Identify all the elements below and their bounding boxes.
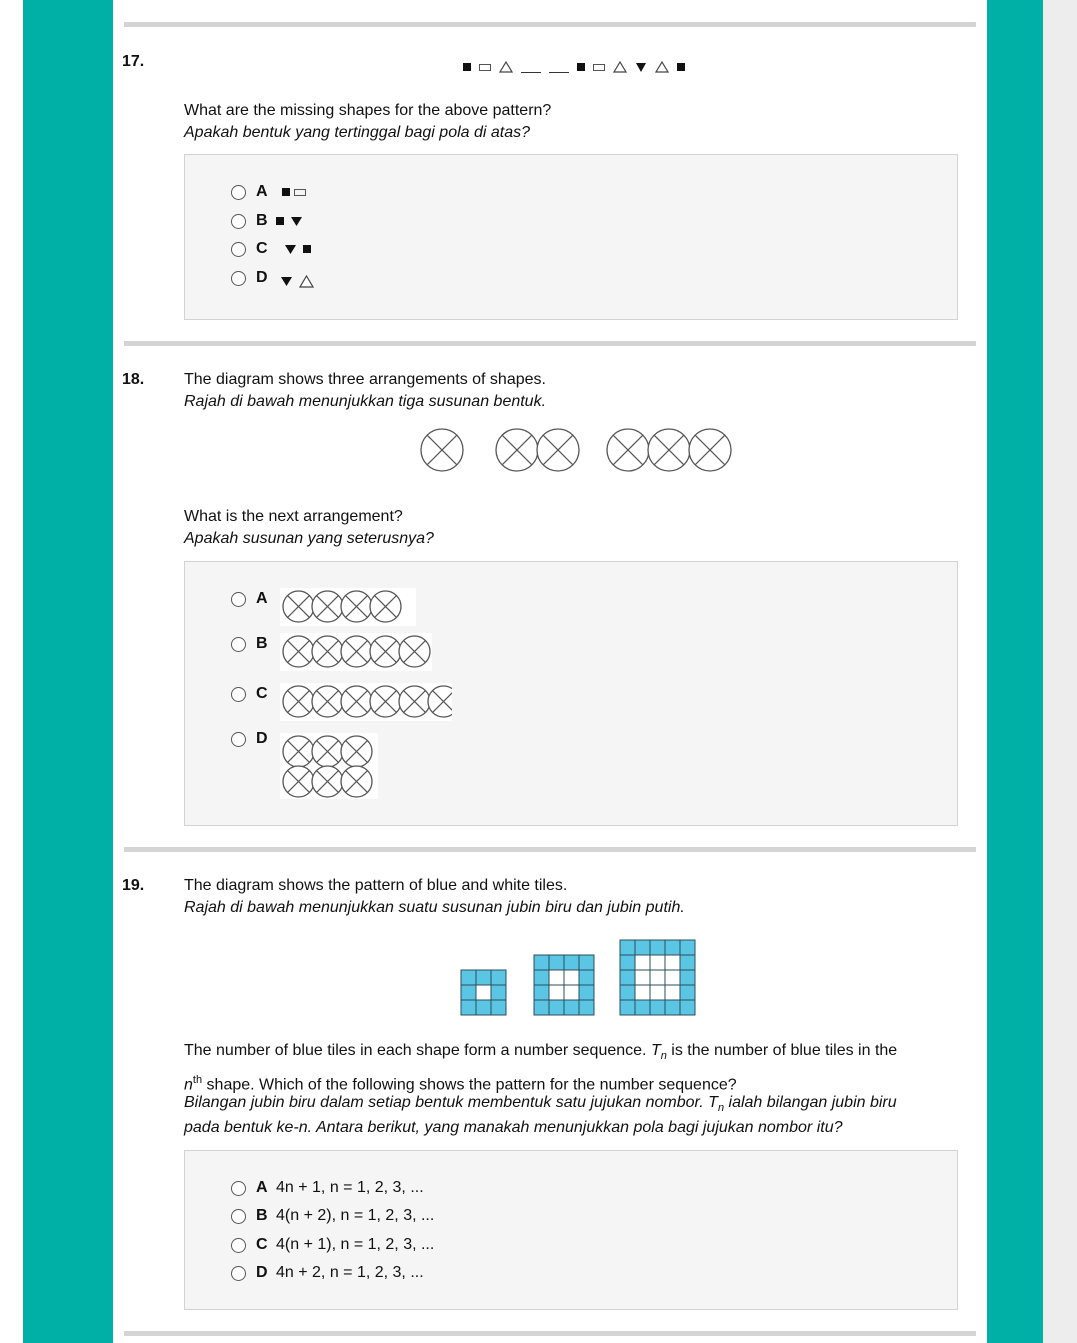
black-square-icon <box>677 63 685 71</box>
white-triangle-up-icon <box>655 61 669 73</box>
q18-option-c-diagram <box>280 683 452 721</box>
q18-statement-ms: Rajah di bawah menunjukkan tiga susunan bentuk. <box>184 393 547 410</box>
q17-option-b[interactable] <box>231 210 303 232</box>
blue-tile <box>620 985 635 1000</box>
text: The number of blue tiles in each shape form a number sequence. <box>184 1042 651 1059</box>
blue-tile <box>534 985 549 1000</box>
radio-button[interactable] <box>231 214 246 229</box>
white-tile <box>665 955 680 970</box>
crossed-circle-icon <box>312 766 343 797</box>
blue-tile <box>579 955 594 970</box>
q18-question-ms: Apakah susunan yang seterusnya? <box>184 530 434 547</box>
white-tile <box>564 985 579 1000</box>
blue-tile <box>579 970 594 985</box>
blue-tile <box>491 1000 506 1015</box>
q18-number: 18. <box>122 371 145 388</box>
white-triangle-up-icon <box>299 275 314 288</box>
text: Bilangan jubin biru dalam setiap bentuk membentuk satu jujukan nombor. <box>184 1094 709 1111</box>
crossed-circle-icon <box>370 591 401 622</box>
blue-tile <box>680 970 695 985</box>
left-teal-border-inner <box>57 0 113 1343</box>
crossed-circle-icon <box>648 429 690 471</box>
option-letter: A <box>256 1179 268 1196</box>
blue-tile <box>491 985 506 1000</box>
pattern-blank <box>521 62 541 73</box>
crossed-circle-icon <box>399 636 430 667</box>
blue-tile <box>680 1000 695 1015</box>
blue-tile <box>549 1000 564 1015</box>
crossed-circle-icon <box>689 429 731 471</box>
option-text: 4n + 1, n = 1, 2, 3, ... <box>276 1179 424 1196</box>
black-square-icon <box>577 63 585 71</box>
black-triangle-down-icon <box>635 62 647 73</box>
blue-tile <box>680 955 695 970</box>
blue-tile <box>491 970 506 985</box>
crossed-circle-icon <box>421 429 463 471</box>
rule-q19 <box>124 847 976 852</box>
q19-statement-en: The diagram shows the pattern of blue and white tiles. <box>184 877 568 894</box>
option-text: 4n + 2, n = 1, 2, 3, ... <box>276 1264 424 1281</box>
radio-button[interactable] <box>231 637 246 652</box>
blue-tile <box>650 940 665 955</box>
crossed-circle-icon <box>312 591 343 622</box>
radio-button[interactable] <box>231 732 246 747</box>
white-rectangle-icon <box>593 64 605 71</box>
text: T <box>650 1042 661 1059</box>
bottom-rule <box>124 1331 976 1336</box>
black-square-icon <box>303 245 311 253</box>
crossed-circle-icon <box>428 686 452 717</box>
text: n <box>717 1102 725 1115</box>
crossed-circle-icon <box>283 636 314 667</box>
radio-button[interactable] <box>231 185 246 200</box>
option-text: 4(n + 2), n = 1, 2, 3, ... <box>276 1207 435 1224</box>
q17-number: 17. <box>122 53 145 70</box>
radio-button[interactable] <box>231 1238 246 1253</box>
q19-option-a[interactable] <box>231 1177 424 1199</box>
crossed-circle-icon <box>312 686 343 717</box>
text: is the number of blue tiles in the <box>666 1042 898 1059</box>
crossed-circle-icon <box>341 636 372 667</box>
worksheet-page <box>113 0 987 1343</box>
white-tile <box>635 970 650 985</box>
q18-option-d[interactable] <box>231 728 276 750</box>
left-teal-border <box>23 0 57 1343</box>
q19-para-en-1 <box>184 1040 897 1067</box>
white-rectangle-icon <box>479 64 491 71</box>
radio-button[interactable] <box>231 271 246 286</box>
q17-question-ms: Apakah bentuk yang tertinggal bagi pola di atas? <box>184 124 531 141</box>
white-tile <box>635 985 650 1000</box>
white-tile <box>665 985 680 1000</box>
q17-question-en: What are the missing shapes for the above pattern? <box>184 102 552 119</box>
q19-option-c[interactable] <box>231 1234 434 1256</box>
q18-arrangements-diagram <box>413 425 743 475</box>
radio-button[interactable] <box>231 1181 246 1196</box>
q19-tiles-diagram <box>453 938 713 1020</box>
option-letter: B <box>256 1207 268 1224</box>
black-triangle-down-icon <box>284 244 297 255</box>
white-tile <box>549 985 564 1000</box>
option-letter: B <box>256 635 268 652</box>
crossed-circle-icon <box>341 766 372 797</box>
q18-options-box <box>184 561 958 826</box>
crossed-circle-icon <box>370 686 401 717</box>
rule-q18 <box>124 341 976 346</box>
crossed-circle-icon <box>341 736 372 767</box>
crossed-circle-icon <box>283 591 314 622</box>
crossed-circle-icon <box>341 591 372 622</box>
right-teal-border <box>987 0 1043 1343</box>
radio-button[interactable] <box>231 1209 246 1224</box>
q18-option-d-diagram <box>280 733 378 799</box>
left-grey-edge <box>0 0 23 1343</box>
crossed-circle-icon <box>370 636 401 667</box>
q18-statement-en: The diagram shows three arrangements of shapes. <box>184 371 546 388</box>
blue-tile <box>620 955 635 970</box>
blue-tile <box>620 970 635 985</box>
q19-statement-ms: Rajah di bawah menunjukkan suatu susunan jubin biru dan jubin putih. <box>184 899 685 916</box>
text: shape. Which of the following shows the pattern for the number sequence? <box>202 1076 737 1094</box>
q17-pattern <box>463 57 685 77</box>
option-letter: B <box>256 212 268 229</box>
option-text: 4(n + 1), n = 1, 2, 3, ... <box>276 1236 435 1253</box>
text: n <box>660 1050 667 1063</box>
white-triangle-up-icon <box>499 61 513 73</box>
blue-tile <box>564 955 579 970</box>
crossed-circle-icon <box>283 736 314 767</box>
white-tile <box>665 970 680 985</box>
crossed-circle-icon <box>283 686 314 717</box>
right-grey-edge <box>1043 0 1077 1343</box>
q19-option-d[interactable] <box>231 1262 424 1284</box>
pattern-blank <box>549 62 569 73</box>
crossed-circle-icon <box>312 736 343 767</box>
blue-tile <box>680 940 695 955</box>
q19-options-box <box>184 1150 958 1310</box>
top-rule <box>124 22 976 27</box>
q19-number: 19. <box>122 877 145 894</box>
q17-option-c[interactable] <box>231 238 311 260</box>
blue-tile <box>680 985 695 1000</box>
option-letter: C <box>256 240 268 257</box>
crossed-circle-icon <box>312 636 343 667</box>
q18-option-c[interactable] <box>231 683 276 705</box>
black-triangle-down-icon <box>280 276 293 287</box>
crossed-circle-icon <box>341 686 372 717</box>
radio-button[interactable] <box>231 242 246 257</box>
option-letter: A <box>256 590 268 607</box>
text: th <box>192 1074 203 1086</box>
blue-tile <box>549 955 564 970</box>
q17-options-box <box>184 154 958 320</box>
text: ialah bilangan jubin biru <box>724 1094 897 1111</box>
white-tile <box>564 970 579 985</box>
blue-tile <box>579 985 594 1000</box>
white-tile <box>476 985 491 1000</box>
radio-button[interactable] <box>231 592 246 607</box>
q18-option-a[interactable] <box>231 588 276 610</box>
q19-para-ms-2: pada bentuk ke-n. Antara berikut, yang manakah menunjukkan pola bagi jujukan nombor itu? <box>184 1119 843 1136</box>
black-square-icon <box>463 63 471 71</box>
crossed-circle-icon <box>537 429 579 471</box>
white-triangle-up-icon <box>613 61 627 73</box>
blue-tile <box>620 1000 635 1015</box>
option-letter: D <box>256 1264 268 1281</box>
q17-option-d[interactable] <box>231 267 314 289</box>
blue-tile <box>476 970 491 985</box>
blue-tile <box>620 940 635 955</box>
text: n <box>184 1076 193 1094</box>
option-letter: C <box>256 1236 268 1253</box>
crossed-circle-icon <box>283 766 314 797</box>
white-tile <box>650 970 665 985</box>
crossed-circle-icon <box>607 429 649 471</box>
blue-tile <box>665 940 680 955</box>
white-tile <box>635 955 650 970</box>
white-tile <box>549 970 564 985</box>
option-letter: D <box>256 730 268 747</box>
q18-option-b[interactable] <box>231 633 276 655</box>
blue-tile <box>461 1000 476 1015</box>
blue-tile <box>534 1000 549 1015</box>
blue-tile <box>635 940 650 955</box>
black-square-icon <box>276 217 284 225</box>
blue-tile <box>461 970 476 985</box>
white-tile <box>650 985 665 1000</box>
q17-option-a[interactable] <box>231 181 306 203</box>
blue-tile <box>650 1000 665 1015</box>
radio-button[interactable] <box>231 687 246 702</box>
white-rectangle-icon <box>294 189 306 196</box>
text: T <box>708 1094 718 1111</box>
black-square-icon <box>282 188 290 196</box>
blue-tile <box>534 955 549 970</box>
q19-option-b[interactable] <box>231 1205 434 1227</box>
q19-para-ms-1 <box>184 1092 897 1119</box>
q18-option-a-diagram <box>280 588 416 626</box>
option-letter: D <box>256 269 268 286</box>
q18-option-b-diagram <box>280 633 432 671</box>
crossed-circle-icon <box>496 429 538 471</box>
blue-tile <box>534 970 549 985</box>
radio-button[interactable] <box>231 1266 246 1281</box>
option-letter: A <box>256 183 268 200</box>
white-tile <box>650 955 665 970</box>
blue-tile <box>579 1000 594 1015</box>
blue-tile <box>665 1000 680 1015</box>
crossed-circle-icon <box>399 686 430 717</box>
blue-tile <box>564 1000 579 1015</box>
q18-question-en: What is the next arrangement? <box>184 508 403 525</box>
blue-tile <box>461 985 476 1000</box>
option-letter: C <box>256 685 268 702</box>
blue-tile <box>635 1000 650 1015</box>
blue-tile <box>476 1000 491 1015</box>
black-triangle-down-icon <box>290 216 303 227</box>
